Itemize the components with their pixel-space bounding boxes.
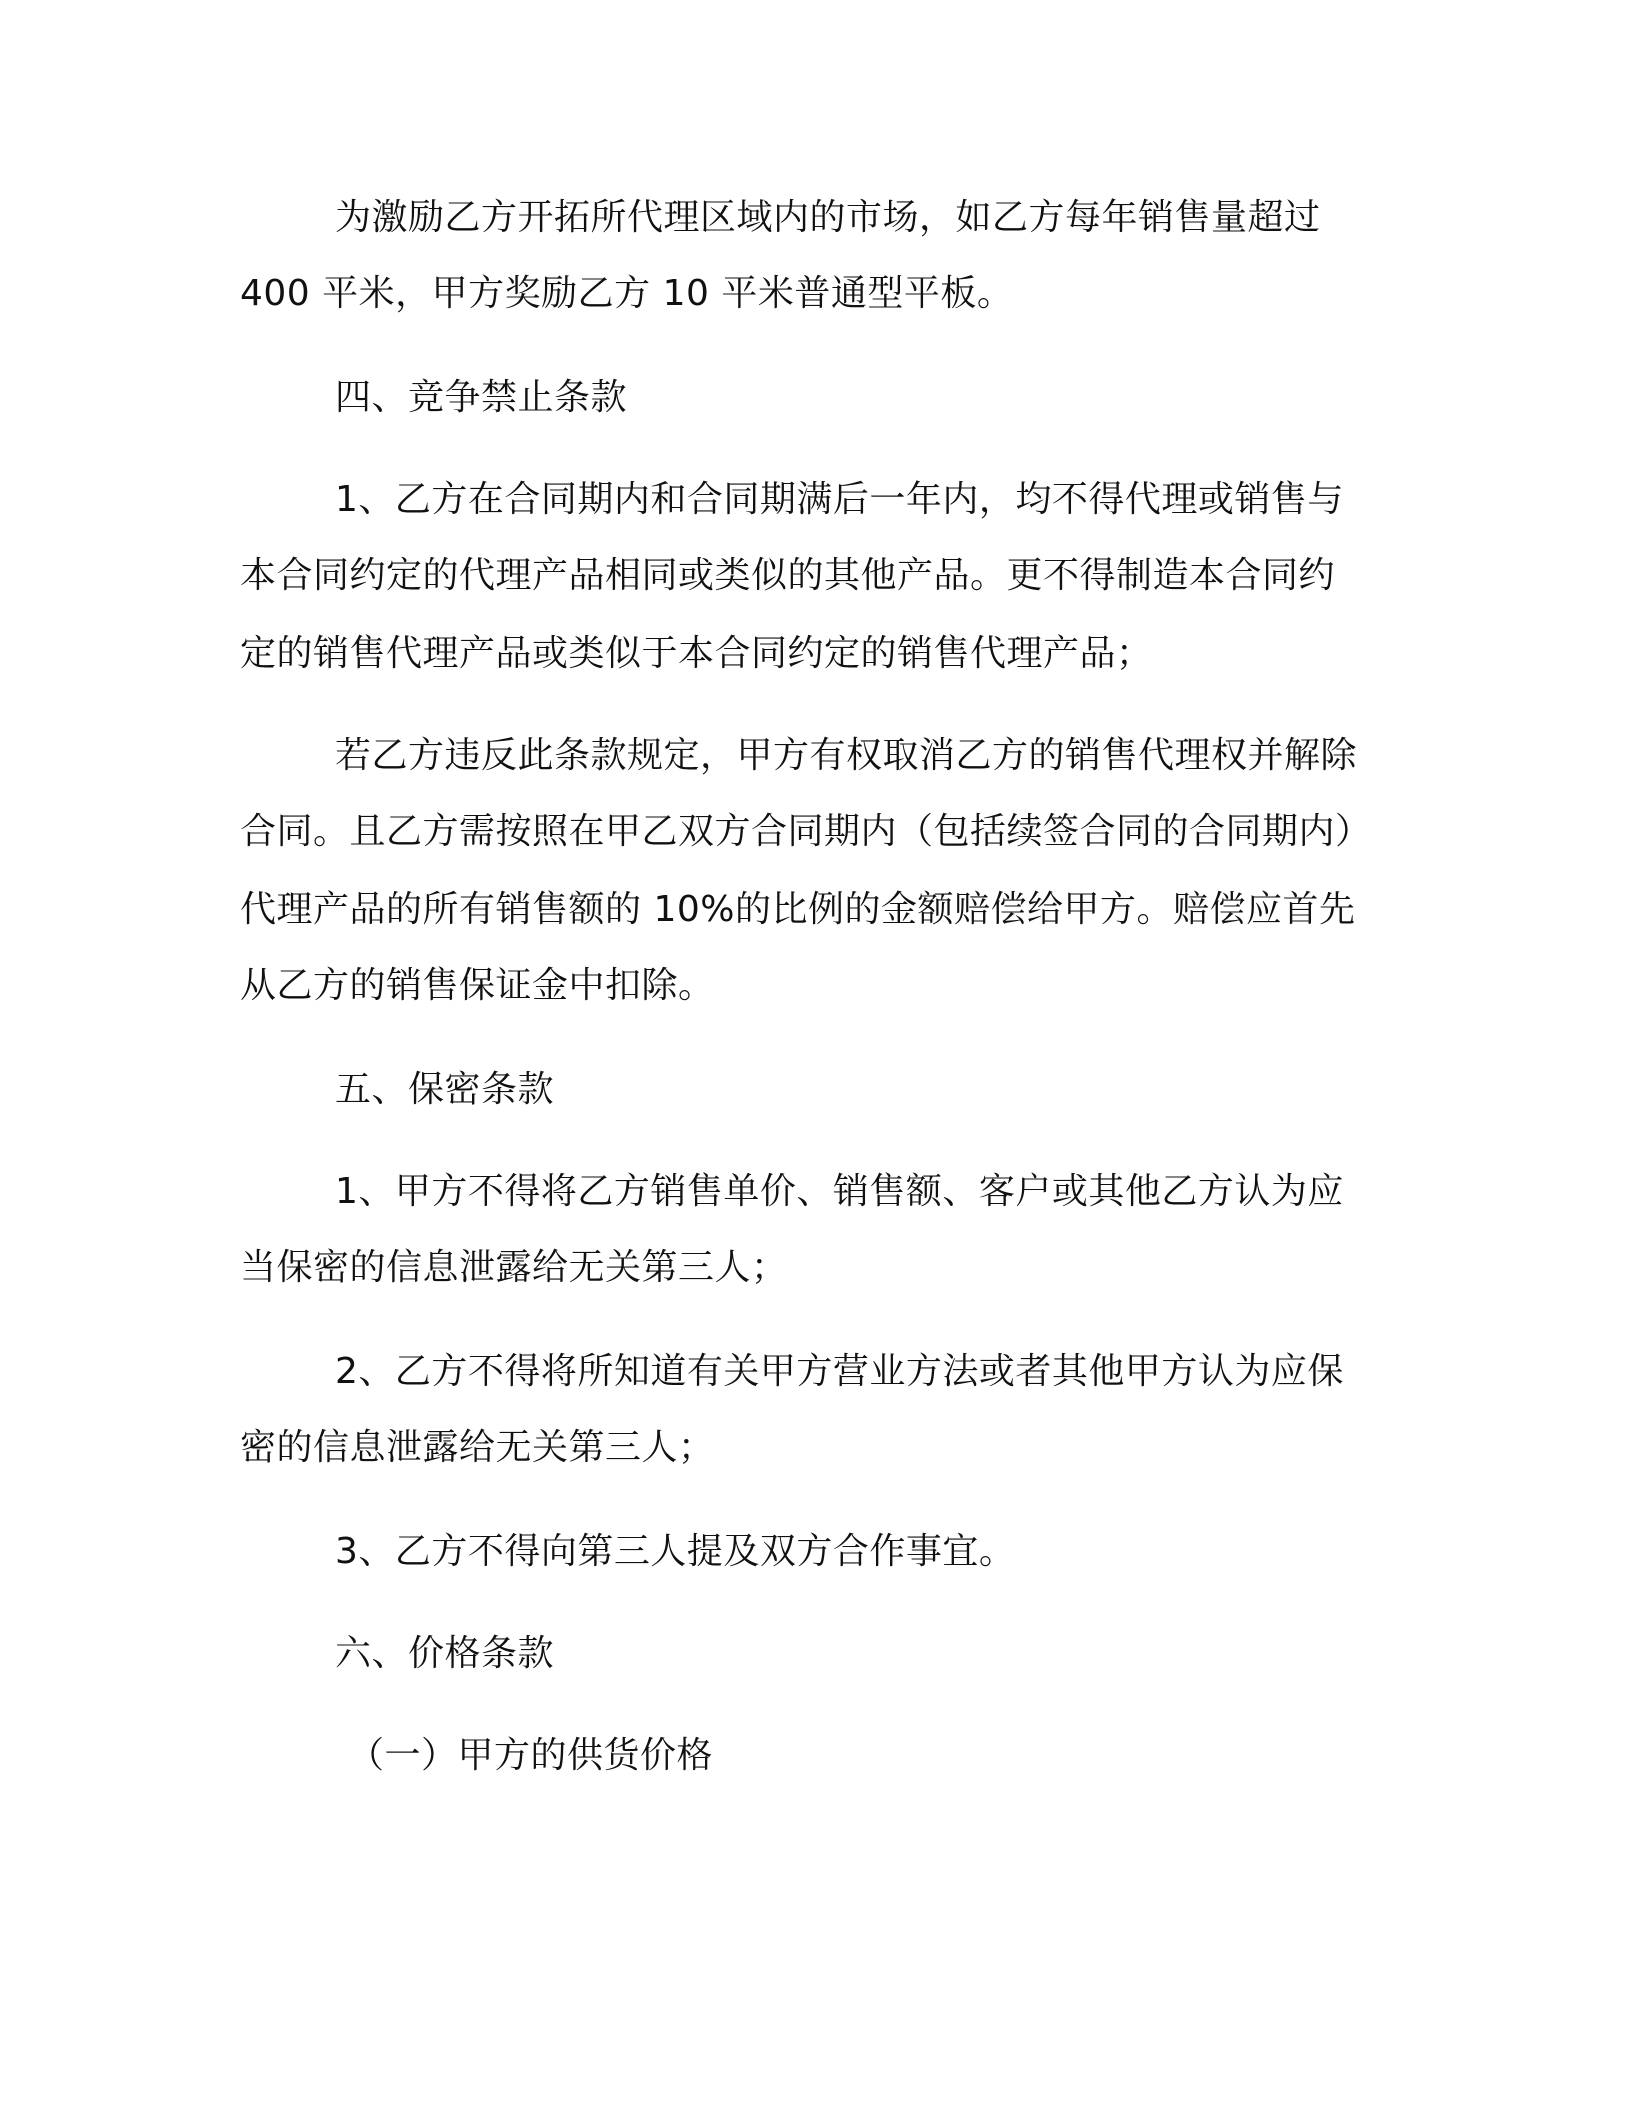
- section-heading-non-compete: 四、竞争禁止条款: [335, 377, 628, 418]
- section-heading-price: 六、价格条款: [335, 1633, 555, 1674]
- paragraph-incentive-line-1: 为激励乙方开拓所代理区域内的市场，如乙方每年销售量超过: [335, 197, 1321, 238]
- clause-confidentiality-1-line-1: 1、甲方不得将乙方销售单价、销售额、客户或其他乙方认为应: [335, 1171, 1344, 1212]
- clause-non-compete-1-line-3: 定的销售代理产品或类似于本合同约定的销售代理产品；: [240, 633, 1153, 674]
- section-heading-confidentiality: 五、保密条款: [335, 1069, 555, 1110]
- clause-confidentiality-1-line-2: 当保密的信息泄露给无关第三人；: [240, 1247, 788, 1288]
- clause-non-compete-1-line-2: 本合同约定的代理产品相同或类似的其他产品。更不得制造本合同约: [240, 555, 1336, 596]
- clause-violation-line-1: 若乙方违反此条款规定，甲方有权取消乙方的销售代理权并解除: [335, 735, 1358, 776]
- clause-confidentiality-2-line-2: 密的信息泄露给无关第三人；: [240, 1427, 715, 1468]
- clause-confidentiality-3: 3、乙方不得向第三人提及双方合作事宜。: [335, 1531, 1016, 1572]
- paragraph-incentive-line-2: 400 平米，甲方奖励乙方 10 平米普通型平板。: [240, 273, 1014, 314]
- clause-confidentiality-2-line-1: 2、乙方不得将所知道有关甲方营业方法或者其他甲方认为应保: [335, 1351, 1344, 1392]
- clause-violation-line-3: 代理产品的所有销售额的 10%的比例的金额赔偿给甲方。赔偿应首先: [240, 889, 1356, 930]
- clause-violation-line-2: 合同。且乙方需按照在甲乙双方合同期内（包括续签合同的合同期内）: [240, 811, 1372, 852]
- subsection-heading-supply-price: （一）甲方的供货价格: [348, 1735, 714, 1776]
- clause-violation-line-4: 从乙方的销售保证金中扣除。: [240, 965, 715, 1006]
- clause-non-compete-1-line-1: 1、乙方在合同期内和合同期满后一年内，均不得代理或销售与: [335, 479, 1344, 520]
